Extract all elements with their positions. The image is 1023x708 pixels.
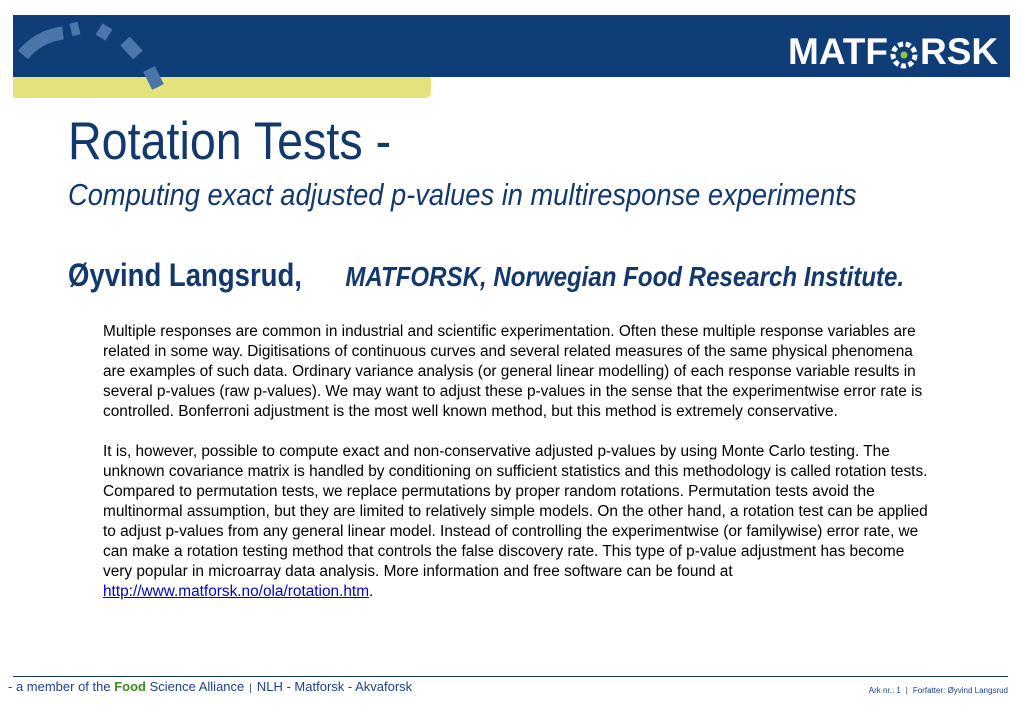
author-line — [68, 257, 904, 294]
footer-alliance — [8, 679, 412, 694]
abstract-paragraph-2 — [103, 442, 933, 602]
link-suffix: . — [369, 583, 374, 600]
footer-alliance-text: Science Alliance — [145, 679, 245, 694]
footer-food: Food — [114, 679, 146, 694]
abstract-text — [103, 322, 933, 622]
footer-separator: | — [249, 683, 252, 694]
footer-slide-number: Ark nr.: 1 — [868, 686, 901, 695]
logo-o-icon — [889, 37, 919, 67]
abstract-paragraph-1: Multiple responses are common in industrial and scientific experimentation. Often these multiple response variables are related in some way. Digitisations of continuous curves and several related measures of the same physical phenomena are examples of such data. Ordinary variance analysis (or general linear modelling) of each response variable results in several p-values (raw p-values). We may want to adjust these p-values in the sense that the experimentwise error rate is controlled. Bonferroni adjustment is the most well known method, but this method is extremely conservative. — [103, 323, 923, 420]
page-subtitle: Computing exact adjusted p-values in multiresponse experiments — [68, 177, 857, 212]
footer-prefix: - a member of the — [8, 679, 115, 694]
header-decoration-graphic — [13, 15, 183, 98]
footer-author-credit: Forfatter: Øyvind Langsrud — [912, 686, 1008, 695]
footer-partners: NLH - Matforsk - Akvaforsk — [256, 679, 413, 694]
author-institute: MATFORSK, Norwegian Food Research Institute. — [345, 261, 905, 292]
matforsk-logo — [788, 30, 998, 74]
page-title: Rotation Tests - — [68, 112, 392, 171]
software-link[interactable]: http://www.matforsk.no/ola/rotation.htm — [103, 583, 370, 600]
footer-divider — [13, 676, 1008, 677]
footer-slide-info — [869, 686, 1008, 695]
logo-text-right: RSK — [920, 31, 999, 72]
abstract-paragraph-2-text: It is, however, possible to compute exact and non-conservative adjusted p-values by using Monte Carlo testing. The unknown covariance matrix is handled by conditioning on sufficient statistics and this methodology is called rotation tests. Compared to permutation tests, we replace permutations by proper random rotations. Permutation tests avoid the multinormal assumption, but they are limited to relatively simple models. On the other hand, a rotation test can be applied to adjust p-values from any general linear model. Instead of controlling the experimentwise (or familywise) error rate, we can make a rotation testing method that controls the false discovery rate. This type of p-value adjustment has become very popular in microarray data analysis. More information and free software can be found at — [103, 443, 928, 580]
logo-text-left: MATF — [788, 31, 888, 72]
footer-right-separator: | — [905, 686, 908, 695]
author-name: Øyvind Langsrud, — [68, 257, 302, 293]
